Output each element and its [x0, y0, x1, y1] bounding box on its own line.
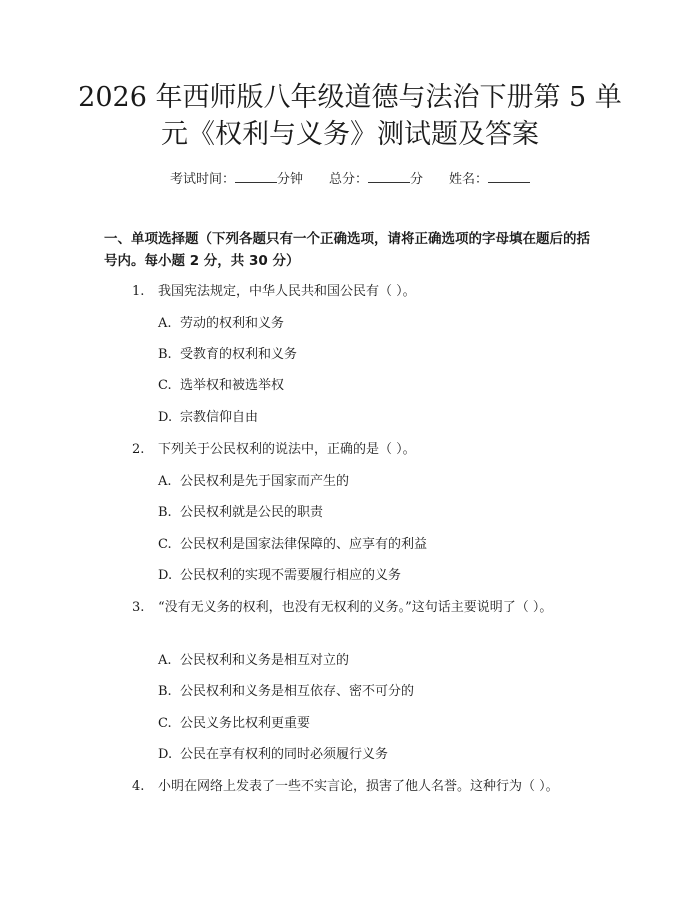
- option-text: 选举权和被选举权: [180, 378, 285, 393]
- option-text: 公民权利和义务是相互依存、密不可分的: [180, 684, 415, 699]
- option-2a: [158, 471, 349, 493]
- option-text: 劳动的权利和义务: [180, 316, 285, 331]
- time-unit: 分钟: [276, 172, 303, 187]
- option-2c: [158, 534, 427, 556]
- document-title-line-2: 元《权利与义务》测试题及答案: [161, 119, 539, 150]
- option-text: 公民权利就是公民的职责: [180, 505, 324, 520]
- name-label: 姓名：: [449, 172, 489, 187]
- option-2b: [158, 502, 323, 524]
- option-text: 公民义务比权利更重要: [180, 716, 311, 731]
- question-text: 我国宪法规定，中华人民共和国公民有（ ）。: [158, 284, 416, 299]
- question-2: [104, 439, 600, 461]
- option-text: 宗教信仰自由: [180, 410, 259, 425]
- document-title-line-1: 2026 年西师版八年级道德与法治下册第 5 单: [78, 82, 622, 113]
- question-4: [104, 776, 600, 798]
- option-text: 受教育的权利和义务: [180, 347, 298, 362]
- time-blank: [235, 168, 277, 183]
- question-number: 1.: [132, 284, 145, 299]
- score-label: 总分：: [328, 172, 368, 187]
- option-letter: C.: [158, 378, 172, 393]
- question-text: 下列关于公民权利的说法中，正确的是（ ）。: [158, 442, 416, 457]
- option-letter: D.: [158, 747, 173, 762]
- exam-info: [0, 168, 700, 190]
- option-1c: [158, 375, 284, 397]
- question-text: 小明在网络上发表了一些不实言论，损害了他人名誉。这种行为（ ）。: [158, 779, 559, 794]
- name-blank: [488, 168, 530, 183]
- question-number: 4.: [132, 779, 145, 794]
- question-number: 2.: [132, 442, 145, 457]
- option-letter: A.: [158, 474, 172, 489]
- option-letter: C.: [158, 716, 172, 731]
- option-text: 公民权利是国家法律保障的、应享有的利益: [180, 537, 428, 552]
- option-1a: [158, 313, 284, 335]
- option-text: 公民权利是先于国家而产生的: [180, 474, 350, 489]
- score-blank: [368, 168, 410, 183]
- question-3: [104, 597, 600, 619]
- option-letter: B.: [158, 684, 172, 699]
- option-2d: [158, 565, 401, 587]
- option-letter: B.: [158, 347, 172, 362]
- option-3d: [158, 744, 388, 766]
- score-unit: 分: [410, 172, 424, 187]
- option-1d: [158, 407, 258, 429]
- option-3a: [158, 650, 349, 672]
- question-1: [104, 281, 600, 303]
- section-heading: 一、单项选择题（下列各题只有一个正确选项，请将正确选项的字母填在题后的括号内。每小题 2 分，共 30 分）: [104, 231, 590, 269]
- option-letter: D.: [158, 568, 173, 583]
- option-letter: D.: [158, 410, 173, 425]
- option-letter: B.: [158, 505, 172, 520]
- question-text: “没有无义务的权利，也没有无权利的义务。”这句话主要说明了（ ）。: [158, 600, 553, 615]
- option-letter: C.: [158, 537, 172, 552]
- option-3b: [158, 681, 414, 703]
- option-text: 公民权利和义务是相互对立的: [180, 653, 350, 668]
- option-text: 公民在享有权利的同时必须履行义务: [180, 747, 389, 762]
- time-label: 考试时间：: [169, 172, 235, 187]
- option-text: 公民权利的实现不需要履行相应的义务: [180, 568, 402, 583]
- option-letter: A.: [158, 316, 172, 331]
- option-letter: A.: [158, 653, 172, 668]
- option-3c: [158, 713, 310, 735]
- option-1b: [158, 344, 297, 366]
- question-number: 3.: [132, 600, 145, 615]
